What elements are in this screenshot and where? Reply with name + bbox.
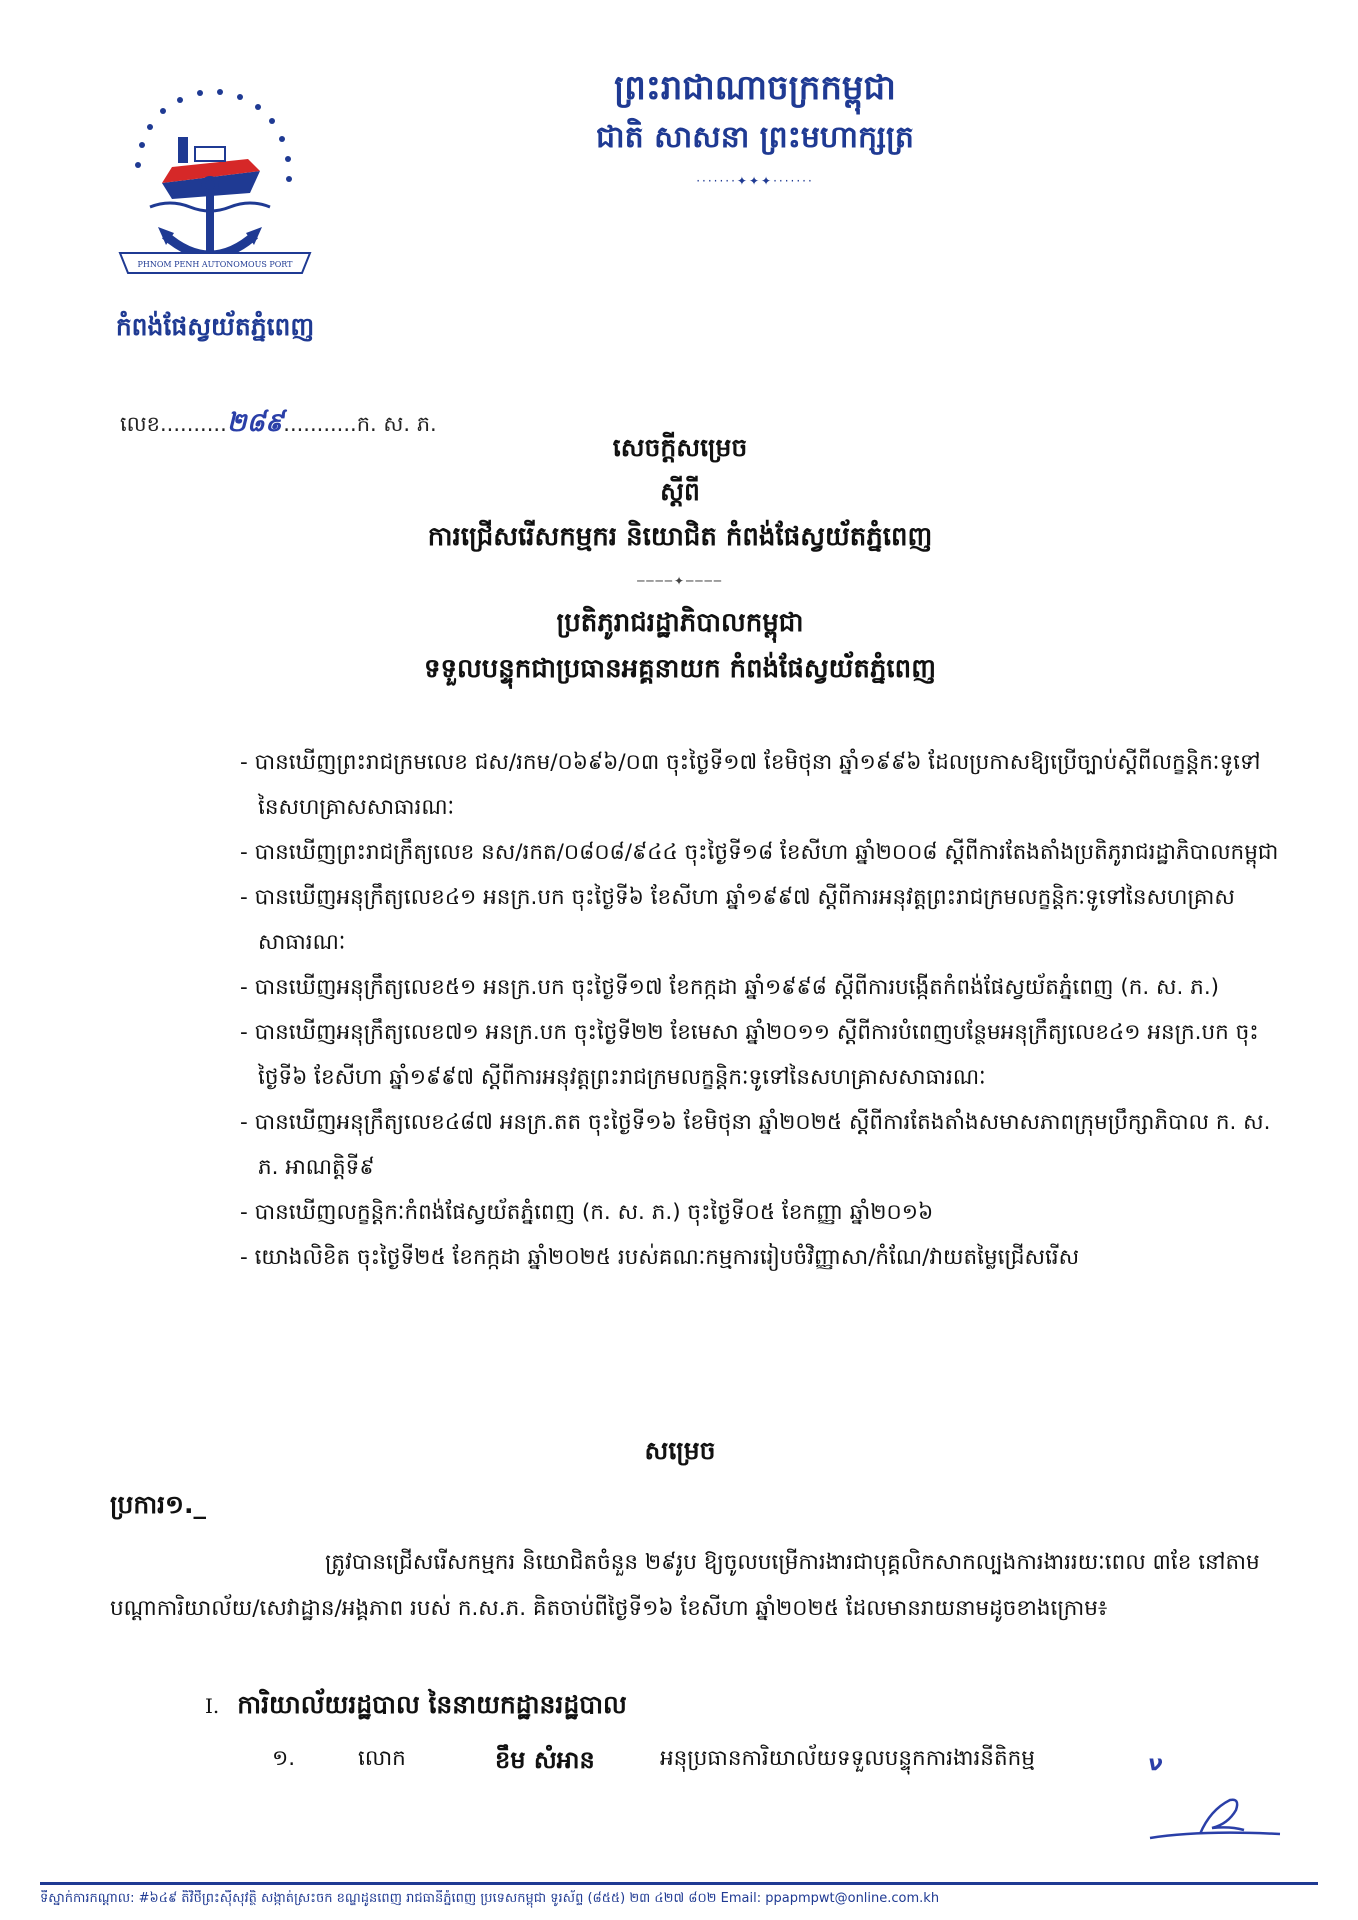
consideration-item: - បានឃើញព្រះរាជក្រមលេខ ជស/រកម/០៦៩៦/០៣ ចុះថ្ងៃទី១៧ ខែមិថុនា ឆ្នាំ១៩៩៦ ដែលប្រកាសឱ្យប្រើច្បាប់ស្តីពីលក្ខន្តិកៈទូទៅនៃសហគ្រាសសាធារណៈ bbox=[240, 750, 1261, 820]
document-subject: ការជ្រើសរើសកម្មករ និយោជិត កំពង់ផែស្វយ័តភ្នំពេញ bbox=[427, 522, 933, 552]
consideration-item: - បានឃើញអនុក្រឹត្យលេខ៤១ អនក្រ.បក ចុះថ្ងៃទី៦ ខែសីហា ឆ្នាំ១៩៩៧ ស្តីពីការអនុវត្តព្រះរាជក្រមលក្ខន្តិកៈទូទៅនៃសហគ្រាសសាធារណៈ bbox=[240, 885, 1235, 955]
employee-position: អនុប្រធានការិយាល័យទទួលបន្ទុកការងារនីតិកម្ម bbox=[660, 1746, 1035, 1771]
kingdom-motto: ជាតិ សាសនា ព្រះមហាក្សត្រ bbox=[596, 120, 914, 155]
footer-email-label: Email: bbox=[720, 1891, 762, 1906]
ref-dots-left: .......... bbox=[160, 412, 227, 436]
considerations-list bbox=[240, 740, 1285, 1280]
document-type: សេចក្តីសម្រេច bbox=[612, 433, 748, 462]
consideration-item: - បានឃើញអនុក្រឹត្យលេខ៥១ អនក្រ.បក ចុះថ្ងៃទី១៧ ខែកក្កដា ឆ្នាំ១៩៩៨ ស្តីពីការបង្កើតកំពង់ផែស្វយ័តភ្នំពេញ (ក. ស. ភ.) bbox=[240, 975, 1220, 1000]
footer-address bbox=[40, 1890, 1318, 1909]
consideration-item: - បានឃើញព្រះរាជក្រឹត្យលេខ នស/រកត/០៨០៨/៩៤៤ ចុះថ្ងៃទី១៨ ខែសីហា ឆ្នាំ២០០៨ ស្តីពីការតែងតាំងប្រតិភូរាជរដ្ឋាភិបាលកម្ពុជា bbox=[240, 840, 1279, 865]
article-1-body: ត្រូវបានជ្រើសរើសកម្មករ និយោជិតចំនួន ២៩រូប ឱ្យចូលបម្រើការងារជាបុគ្គលិកសាកល្បងការងាររយៈពេល ៣ខែ នៅតាមបណ្តាការិយាល័យ/សេវាដ្ឋាន/អង្គភាព របស់ ក.ស.ភ. គិតចាប់ពីថ្ងៃទី១៦ ខែសីហា ឆ្នាំ២០២៥ ដែលមានរាយនាមដូចខាងក្រោម៖ bbox=[110, 1550, 1260, 1621]
footer-divider bbox=[40, 1882, 1318, 1885]
employee-number: ១. bbox=[272, 1746, 296, 1771]
consideration-item: - យោងលិខិត ចុះថ្ងៃទី២៥ ខែកក្កដា ឆ្នាំ២០២៥ របស់គណៈកម្មការរៀបចំវិញ្ញាសា/កំណែ/វាយតម្លៃជ្រើសរើស bbox=[240, 1245, 1080, 1270]
employee-honorific: លោក bbox=[358, 1746, 406, 1771]
logo-ribbon-text: PHNOM PENH AUTONOMOUS PORT bbox=[137, 260, 293, 269]
title-separator: ────✦──── bbox=[637, 574, 723, 588]
consideration-item: - បានឃើញអនុក្រឹត្យលេខ៤៨៧ អនក្រ.តត ចុះថ្ងៃទី១៦ ខែមិថុនា ឆ្នាំ២០២៥ ស្តីពីការតែងតាំងសមាសភាពក្រុមប្រឹក្សាភិបាល ក. ស. ភ. អាណត្តិទី៩ bbox=[240, 1110, 1271, 1180]
employee-name: ខឹម សំអាន bbox=[495, 1746, 595, 1774]
port-anchor-logo bbox=[110, 75, 320, 290]
consideration-item: - បានឃើញអនុក្រឹត្យលេខ៧១ អនក្រ.បក ចុះថ្ងៃទី២២ ខែមេសា ឆ្នាំ២០១១ ស្តីពីការបំពេញបន្ថែមអនុក្រឹត្យលេខ៤១ អនក្រ.បក ចុះថ្ងៃទី៦ ខែសីហា ឆ្នាំ១៩៩៧ ស្តីពីការអនុវត្តព្រះរាជក្រមលក្ខន្តិកៈទូទៅនៃសហគ្រាសសាធារណៈ bbox=[240, 1020, 1259, 1090]
issuer-line-2: ទទួលបន្ទុកជាប្រធានអគ្គនាយក កំពង់ផែស្វយ័តភ្នំពេញ bbox=[424, 654, 936, 684]
ref-number-handwritten: ២៨៩ bbox=[226, 408, 284, 438]
ref-suffix: ក. ស. ភ. bbox=[356, 412, 437, 436]
consideration-item: - បានឃើញលក្ខន្តិកៈកំពង់ផែស្វយ័តភ្នំពេញ (ក. ស. ភ.) ចុះថ្ងៃទី០៥ ខែកញ្ញា ឆ្នាំ២០១៦ bbox=[240, 1200, 934, 1225]
logo-caption: កំពង់ផែស្វយ័តភ្នំពេញ bbox=[115, 312, 315, 341]
ornament-divider: ·······✦✦✦······· bbox=[696, 174, 814, 188]
issuer-line-1: ប្រតិភូរាជរដ្ឋាភិបាលកម្ពុជា bbox=[556, 608, 804, 638]
handwritten-signature bbox=[1140, 1790, 1290, 1850]
ref-prefix: លេខ bbox=[120, 412, 160, 436]
footer-address-text: ទីស្នាក់ការកណ្តាល: #៦៤៩ តិវិថីព្រះស៊ីសុវត្ថិ សង្កាត់ស្រះចក ខណ្ឌដូនពេញ រាជធានីភ្នំពេញ ប្រទេសកម្ពុជា ទូរស័ព្ទ (៨៥៥) ២៣ ៤២៧ ៨០២ bbox=[40, 1891, 717, 1906]
decision-heading: សម្រេច bbox=[644, 1436, 716, 1465]
ref-dots-right: ........... bbox=[283, 412, 357, 436]
section-title: ការិយាល័យរដ្ឋបាល នៃនាយកដ្ឋានរដ្ឋបាល bbox=[237, 1690, 627, 1719]
section-heading bbox=[205, 1690, 627, 1726]
document-about: ស្តីពី bbox=[660, 477, 700, 506]
footer-email: ppapmpwt@online.com.kh bbox=[765, 1891, 940, 1906]
section-roman-numeral: I. bbox=[205, 1694, 220, 1718]
article-1-heading: ប្រការ១._ bbox=[110, 1490, 206, 1519]
document-title-block bbox=[230, 430, 1130, 688]
kingdom-title: ព្រះរាជាណាចក្រកម្ពុជា bbox=[614, 68, 896, 108]
handwritten-initial: ν bbox=[1148, 1751, 1163, 1776]
kingdom-header bbox=[460, 64, 1050, 188]
